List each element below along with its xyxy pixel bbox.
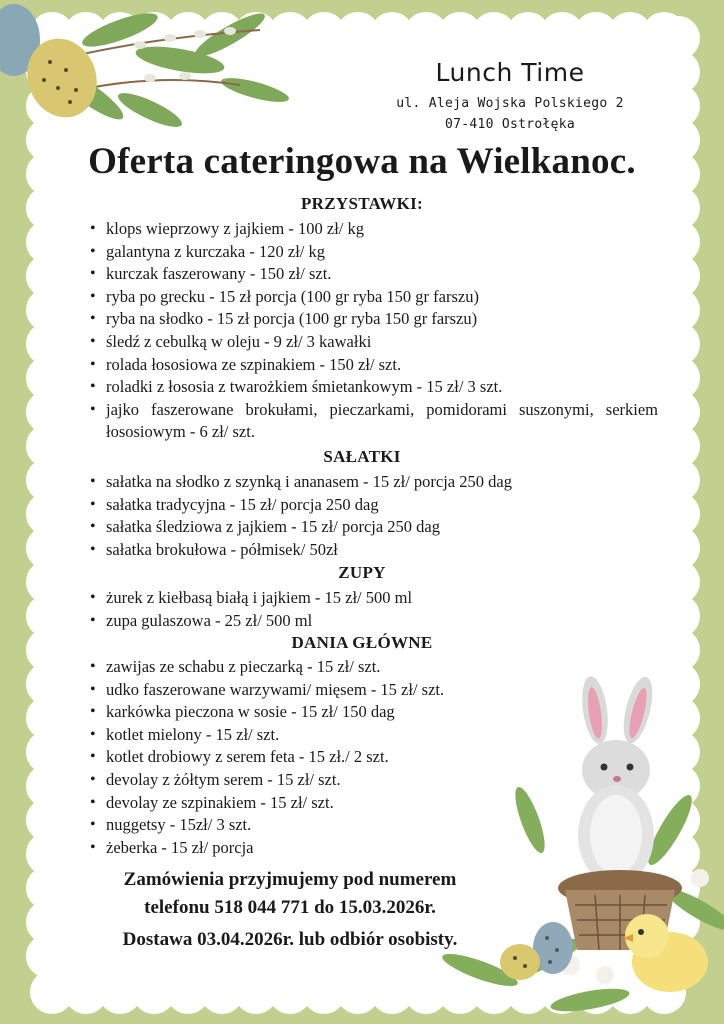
page-title: Oferta cateringowa na Wielkanoc.: [88, 141, 636, 182]
footer-line: telefonu 518 044 771 do 15.03.2026r.: [144, 897, 436, 918]
soups-list: [88, 587, 658, 632]
salads-list: [88, 471, 658, 561]
list-item: • żurek z kiełbasą białą i jajkiem - 15 zł/ 500 ml: [88, 587, 658, 610]
list-item: • żeberka - 15 zł/ porcja: [88, 837, 658, 860]
footer-delivery-info: [40, 926, 540, 954]
list-item: • kurczak faszerowany - 150 zł/ szt.: [88, 263, 658, 286]
list-item: • zawijas ze schabu z pieczarką - 15 zł/ szt.: [88, 656, 658, 679]
list-item: • sałatka na słodko z szynką i ananasem - 15 zł/ porcja 250 dag: [88, 471, 658, 494]
list-item: • roladki z łososia z twarożkiem śmietankowym - 15 zł/ 3 szt.: [88, 376, 658, 399]
footer-line: Zamówienia przyjmujemy pod numerem: [123, 869, 457, 890]
footer-line: Dostawa 03.04.2026r. lub odbiór osobisty.: [122, 929, 458, 950]
list-item: • śledź z cebulką w oleju - 9 zł/ 3 kawałki: [88, 331, 658, 354]
brand-name: Lunch Time: [435, 58, 585, 87]
list-item: • kotlet mielony - 15 zł/ szt.: [88, 724, 658, 747]
main-dishes-list: [88, 656, 658, 859]
list-item: • devolay ze szpinakiem - 15 zł/ szt.: [88, 792, 658, 815]
list-item: • nuggetsy - 15zł/ 3 szt.: [88, 814, 658, 837]
footer-order-info: [60, 866, 520, 922]
section-heading-main-dishes: DANIA GŁÓWNE: [291, 633, 433, 652]
address-city: 07-410 Ostrołęka: [444, 117, 576, 132]
list-item: • klops wieprzowy z jajkiem - 100 zł/ kg: [88, 218, 658, 241]
list-item: • devolay z żółtym serem - 15 zł/ szt.: [88, 769, 658, 792]
address-street: ul. Aleja Wojska Polskiego 2: [396, 96, 624, 111]
list-item: • zupa gulaszowa - 25 zł/ 500 ml: [88, 610, 658, 633]
section-heading-salads: SAŁATKI: [323, 447, 401, 466]
section-heading-appetizers: PRZYSTAWKI:: [300, 194, 423, 213]
list-item: • kotlet drobiowy z serem feta - 15 zł./ 2 szt.: [88, 746, 658, 769]
list-item: • ryba na słodko - 15 zł porcja (100 gr ryba 150 gr farszu): [88, 308, 658, 331]
list-item: • galantyna z kurczaka - 120 zł/ kg: [88, 241, 658, 264]
list-item: • sałatka brokułowa - półmisek/ 50zł: [88, 539, 658, 562]
appetizers-list: [88, 218, 658, 444]
section-heading-soups: ZUPY: [338, 563, 386, 582]
list-item: • udko faszerowane warzywami/ mięsem - 15 zł/ szt.: [88, 679, 658, 702]
list-item: • ryba po grecku - 15 zł porcja (100 gr ryba 150 gr farszu): [88, 286, 658, 309]
list-item: • jajko faszerowane brokułami, pieczarkami, pomidorami suszonymi, serkiem łososiowym - 6 zł/ szt.: [88, 399, 658, 444]
list-item: • rolada łososiowa ze szpinakiem - 150 zł/ szt.: [88, 354, 658, 377]
list-item: • karkówka pieczona w sosie - 15 zł/ 150 dag: [88, 701, 658, 724]
list-item: • sałatka śledziowa z jajkiem - 15 zł/ porcja 250 dag: [88, 516, 658, 539]
list-item: • sałatka tradycyjna - 15 zł/ porcja 250 dag: [88, 494, 658, 517]
